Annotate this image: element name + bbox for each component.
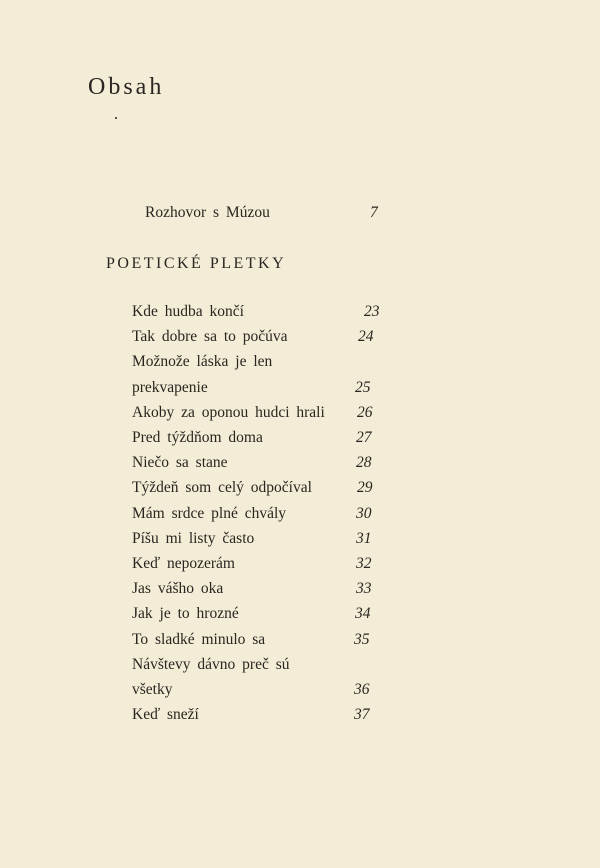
toc-entry-page: 30 [356, 505, 372, 522]
toc-entry-page: 33 [356, 580, 372, 597]
page-title: Obsah [88, 74, 165, 100]
toc-entry-label: Akoby za oponou hudci hrali [132, 404, 325, 421]
toc-entry-page: 37 [354, 706, 370, 723]
toc-entry-page: 23 [364, 303, 380, 320]
toc-entry-page: 24 [358, 328, 374, 345]
toc-entry-label: Píšu mi listy často [132, 530, 255, 547]
toc-entry-label: Možnože láska je len [132, 353, 273, 370]
toc-entry-page: 36 [354, 681, 370, 698]
toc-entry-label: To sladké minulo sa [132, 631, 266, 648]
toc-entry-label: Keď sneží [132, 706, 199, 723]
toc-entry-page: 31 [356, 530, 372, 547]
toc-entry-page: 25 [355, 379, 371, 396]
toc-entry-label: Kde hudba končí [132, 303, 244, 320]
toc-entry-page: 26 [357, 404, 373, 421]
toc-entry-label: Návštevy dávno preč sú [132, 656, 290, 673]
toc-entry-label: Pred týždňom doma [132, 429, 263, 446]
toc-entry-page: 27 [356, 429, 372, 446]
toc-entry-label: všetky [132, 681, 173, 698]
toc-entry-page: 29 [357, 479, 373, 496]
toc-entry-label: prekvapenie [132, 379, 208, 396]
ink-dot [115, 117, 117, 119]
toc-entry-label: Keď nepozerám [132, 555, 235, 572]
toc-entry-page: 28 [356, 454, 372, 471]
toc-entry-page: 35 [354, 631, 370, 648]
intro-entry-label: Rozhovor s Múzou [145, 204, 270, 221]
toc-entry-label: Niečo sa stane [132, 454, 228, 471]
toc-entry-label: Mám srdce plné chvály [132, 505, 287, 522]
toc-entry-label: Jak je to hrozné [132, 605, 239, 622]
toc-entry-label: Týždeň som celý odpočíval [132, 479, 312, 496]
toc-entry-page: 34 [355, 605, 371, 622]
toc-entry-label: Tak dobre sa to počúva [132, 328, 288, 345]
section-title: POETICKÉ PLETKY [106, 255, 287, 272]
intro-entry-page: 7 [370, 204, 378, 221]
toc-entry-page: 32 [356, 555, 372, 572]
toc-entry-label: Jas vášho oka [132, 580, 224, 597]
